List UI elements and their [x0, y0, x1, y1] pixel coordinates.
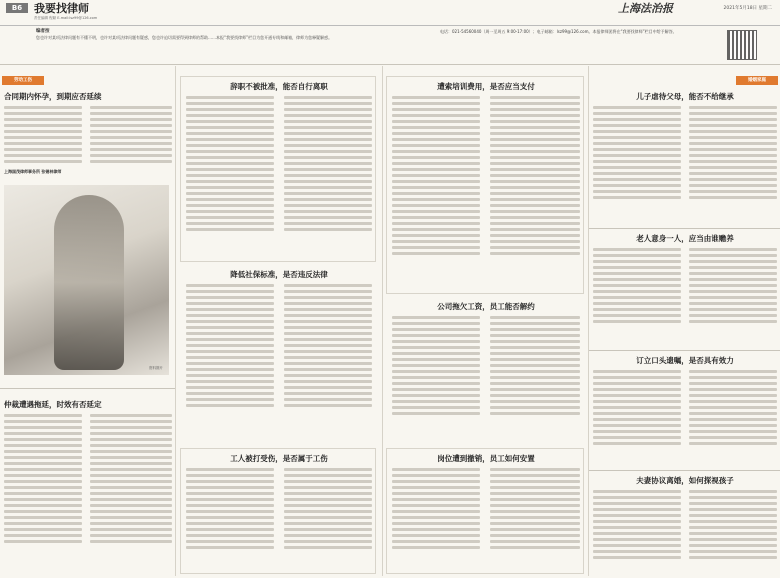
newspaper-logo: 上海法治报: [618, 2, 673, 15]
article-headline: 合同期内怀孕，到期应否延续: [4, 92, 102, 101]
article-headline: 订立口头遗嘱，是否具有效力: [636, 356, 734, 365]
section-title: 我要找律师: [34, 2, 89, 15]
article-photo: [4, 185, 169, 375]
article-6: [392, 302, 580, 442]
article-headline: 儿子虐待父母，能否不给继承: [636, 92, 734, 101]
article-headline: 岗位遭到撤销，员工如何安置: [437, 454, 535, 463]
article-2: [186, 82, 372, 260]
article-headline: 遭索培训费用，是否应当支付: [437, 82, 535, 91]
article-8: [593, 356, 777, 468]
article-headline: 仲裁遭遇拖延，时效有否延定: [4, 400, 102, 409]
article-10: [186, 454, 372, 572]
article-11: [392, 454, 580, 572]
photo-credit: 资料图片: [149, 366, 163, 370]
article-9: [4, 400, 172, 576]
article-headline: 老人意身一人，应当由谁赡养: [636, 234, 734, 243]
section-tag-family: 婚姻家庭: [736, 76, 778, 85]
article-1: [4, 92, 172, 182]
article-7: [593, 234, 777, 346]
issue-date: 2021年5月18日 星期二: [723, 6, 772, 11]
qr-code-icon: [727, 30, 757, 60]
editor-credits: 责任编辑 程颖 E-mail:lsz99@126.com: [34, 16, 98, 20]
article-headline: 公司拖欠工资，员工能否解约: [437, 302, 535, 311]
article-byline: 上海国茂律师事务所 张锡林律师: [4, 169, 62, 174]
section-tag-labor: 劳动工伤: [2, 76, 44, 85]
article-4: [593, 92, 777, 222]
page-number: B6: [6, 3, 28, 13]
contact-info-text: 电话：021-54560040（周一至周五 9:00-17:00）；电子邮箱：lsz99@126.com。本报律师团将在“我要找律师”栏目中给予解答。: [440, 29, 677, 34]
masthead: [0, 0, 780, 26]
pregnant-woman-image: [54, 195, 124, 370]
article-3: [392, 82, 580, 292]
article-headline: 辞职不被批准，能否自行离职: [230, 82, 328, 91]
editor-note-label: 编者按: [36, 29, 50, 34]
article-12: [593, 476, 777, 576]
article-headline: 夫妻协议离婚，如何探视孩子: [636, 476, 734, 485]
article-5: [186, 270, 372, 440]
editor-note-text: 您也许对某项法律问题有不懂不明，也许对某项法律问题有疑惑，您也许迫切需要得到律师的帮助……本报“我要找律师”栏目为您开通专线和邮箱，律师为您释疑解惑。: [36, 35, 333, 40]
article-headline: 工人被打受伤，是否属于工伤: [230, 454, 328, 463]
article-headline: 降低社保标准，是否违反法律: [230, 270, 328, 279]
